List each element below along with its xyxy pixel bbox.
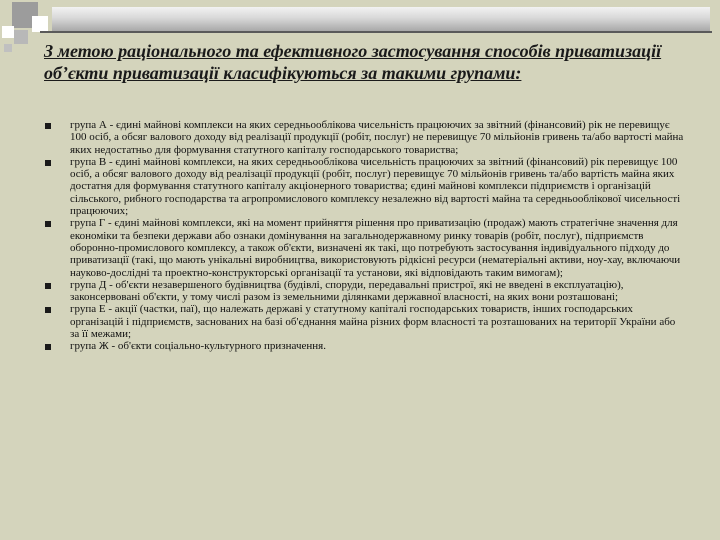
deco-square	[2, 26, 14, 38]
square-bullet-icon	[45, 123, 51, 129]
header-bar	[52, 7, 710, 31]
list-item	[44, 279, 684, 304]
slide-title: З метою раціонального та ефективного застосування способів приватизації об’єкти приватизації класифікуються за такими групами:	[44, 41, 662, 83]
list-item	[44, 340, 684, 352]
square-bullet-icon	[45, 283, 51, 289]
group-text: група А - єдині майнові комплекси на яких середньооблікова чисельність працюючих за звітний (фінансовий) рік не перевищує 100 осіб, а обсяг валового доходу від реалізації продукції (робіт, послуг) не перевищує 70 мільйонів гривень та/або вартості майна яких недостатньо для формування статутного капіталу господарського товариства;	[70, 119, 684, 156]
list-item	[44, 303, 684, 340]
deco-square	[4, 44, 12, 52]
list-item	[44, 156, 684, 217]
groups-list	[44, 119, 684, 353]
group-text: група Г - єдині майнові комплекси, які на момент прийняття рішення про приватизацію (продаж) мають стратегічне значення для економіки та безпеки держави або ознаки домінування на загальнодержавному ринку товарів (робіт, послуг), підприємств оборонно-промислового комплексу, а також об'єкти, визначені як такі, що потребують застосування індивідуального підходу до приватизації (такі, що мають унікальні виробництва, використовують рідкісні ресурси (нематеріальні активи, ноу-хау, включаючи науково-дослідні та проектно-конструкторські організації та установи, які відповідають таким вимогам);	[70, 217, 681, 279]
group-text: група Е - акції (частки, паї), що належать державі у статутному капіталі господарських товариств, інших господарських організацій і підприємств, заснованих на базі об'єднання майна різних форм власності та розташованих на території України або за її межами;	[70, 303, 676, 341]
square-bullet-icon	[45, 221, 51, 227]
group-text: група В - єдині майнові комплекси, на яких середньооблікова чисельність працюючих за звітний (фінансовий) рік перевищує 100 осіб, а обсяг валового доходу від реалізації продукції (робіт, послуг) перевищує 70 мільйонів гривень та/або вартість майна яких достатня для формування статутного капіталу акціонерного товариства; єдині майнові комплекси підприємств і організацій сільського, рибного господарства та агропромислового комплексу незалежно від вартості майна та середньооблікової чисельності працюючих;	[70, 155, 681, 218]
group-text: група Д - об'єкти незавершеного будівництва (будівлі, споруди, передавальні пристрої, які не введені в експлуатацію), законсервовані об'єкти, у тому числі разом із земельними ділянками державної власності, на яких вони розташовані;	[70, 278, 624, 304]
deco-square	[14, 30, 28, 44]
header-divider	[40, 31, 712, 33]
deco-square	[32, 16, 48, 32]
group-text: група Ж - об'єкти соціально-культурного призначення.	[70, 340, 326, 353]
square-bullet-icon	[45, 307, 51, 313]
list-item	[44, 119, 684, 156]
list-item	[44, 217, 684, 278]
square-bullet-icon	[45, 344, 51, 350]
square-bullet-icon	[45, 160, 51, 166]
